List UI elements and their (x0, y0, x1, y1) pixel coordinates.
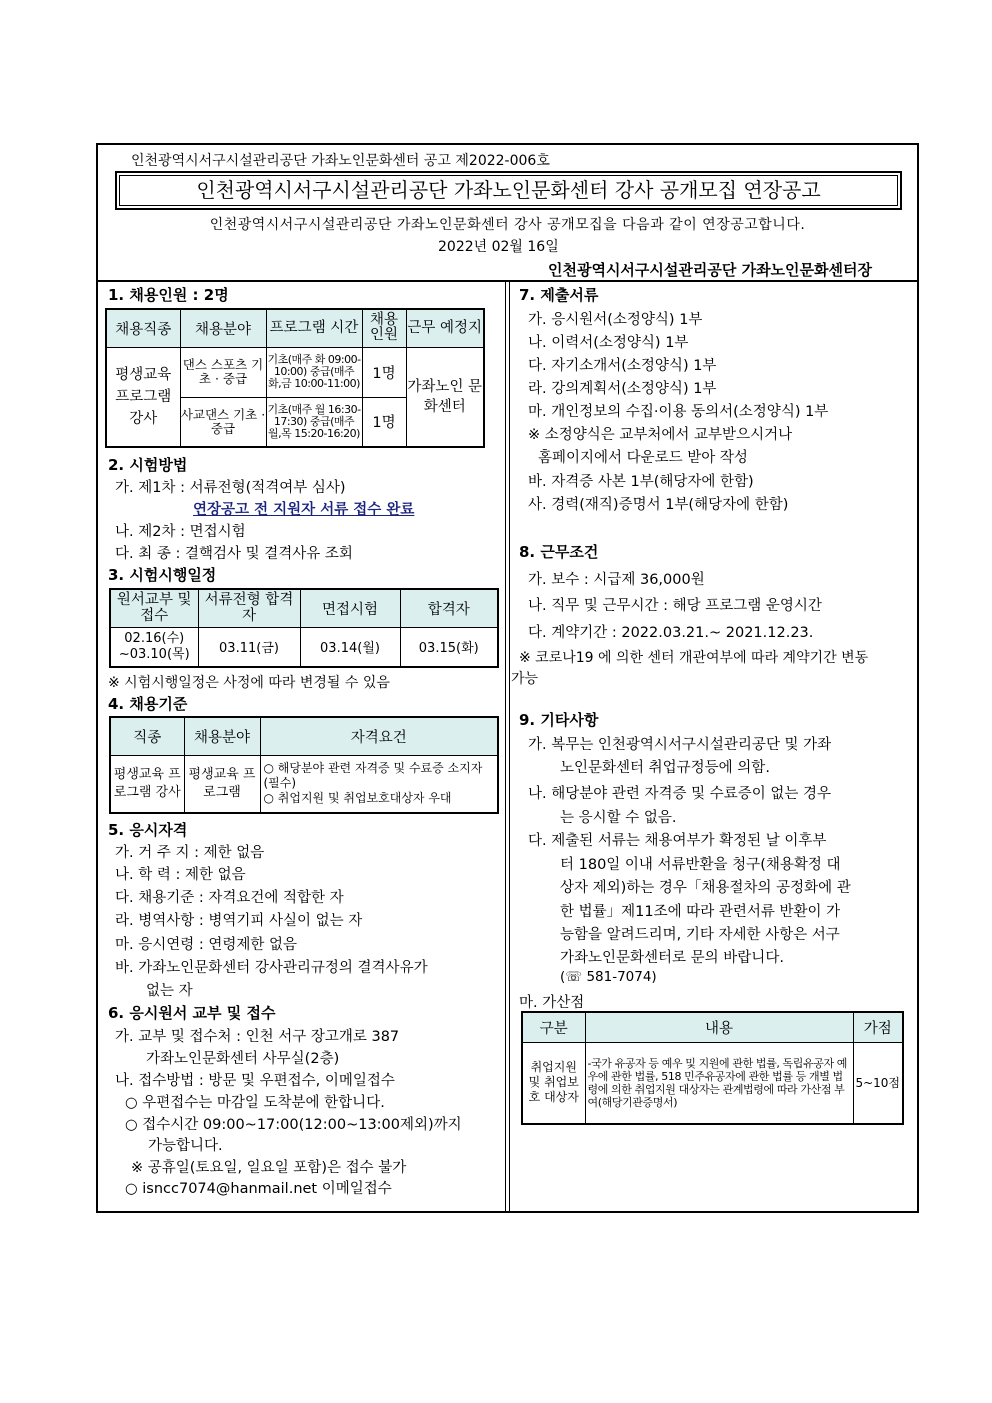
document-item: 바. 자격증 사본 1부(해당자에 한함) (528, 474, 754, 490)
misc-item: 노인문화센터 취업규정등에 의함. (560, 760, 770, 776)
submission-item: ※ 공휴일(토요일, 일요일 포함)은 접수 불가 (131, 1160, 407, 1176)
exam-step-2: 나. 제2차 : 면접시험 (115, 524, 246, 540)
phone-number: (☏ 581-7074) (560, 969, 657, 985)
th-application: 원서교부 및 접수 (110, 589, 198, 627)
document-note: 홈페이지에서 다운로드 받아 작성 (538, 450, 748, 466)
misc-item: 나. 해당분야 관련 자격증 및 수료증이 없는 경우 (528, 786, 832, 802)
eligibility-item: 다. 채용기준 : 자격요건에 적합한 자 (115, 890, 344, 906)
submission-item: ○ 우편접수는 마감일 도착분에 한합니다. (125, 1095, 385, 1111)
th-doc-pass: 서류전형 합격자 (198, 589, 300, 627)
eligibility-item: 라. 병역사항 : 병역기피 사실이 없는 자 (115, 913, 363, 929)
document-item: 다. 자기소개서(소정양식) 1부 (528, 358, 717, 374)
document-item: 가. 응시원서(소정양식) 1부 (528, 312, 703, 328)
document-item: 사. 경력(재직)증명서 1부(해당자에 한함) (528, 497, 789, 513)
document-item: 라. 강의계획서(소정양식) 1부 (528, 381, 717, 397)
schedule-final: 03.15(화) (400, 627, 498, 667)
email-submission: ○ isncc7074@hanmail.net 이메일접수 (125, 1181, 392, 1197)
th-final: 합격자 (400, 589, 498, 627)
th-time: 프로그램 시간 (266, 309, 362, 347)
page-title: 인천광역시서구시설관리공단 가좌노인문화센터 강사 공개모집 연장공고 (115, 171, 902, 210)
count-cell: 1명 (362, 397, 406, 447)
th-points: 가점 (853, 1012, 903, 1042)
schedule-application: 02.16(수) ~03.10(목) (110, 627, 198, 667)
th-count: 채용 인원 (362, 309, 406, 347)
section-5-heading: 5. 응시자격 (108, 821, 188, 839)
recruit-table (105, 308, 485, 448)
th-category: 구분 (522, 1012, 585, 1042)
section-7-heading: 7. 제출서류 (519, 286, 599, 304)
misc-item: 한 법률」제11조에 따라 관련서류 반환이 가 (560, 904, 841, 920)
job-cell: 평생교육 프로그램 강사 (106, 347, 180, 447)
misc-item: 가좌노인문화센터로 문의 바랍니다. (560, 950, 784, 966)
bonus-points: 5~10점 (853, 1042, 903, 1124)
th-interview: 면접시험 (300, 589, 400, 627)
schedule-table (109, 588, 499, 668)
requirement-1: ○ 해당분야 관련 자격증 및 수료증 소지자 (필수) (263, 761, 483, 791)
eligibility-item: 마. 응시연령 : 연령제한 없음 (115, 937, 298, 953)
th-field: 채용분야 (180, 309, 266, 347)
submission-item: ○ 접수시간 09:00~17:00(12:00~13:00제외)까지 (125, 1117, 462, 1133)
submission-item: 나. 접수방법 : 방문 및 우편접수, 이메일접수 (115, 1073, 395, 1089)
misc-item: 상자 제외)하는 경우「채용절차의 공정화에 관 (560, 880, 851, 896)
place-cell: 가좌노인 문화센터 (406, 347, 484, 447)
eligibility-item: 나. 학 력 : 제한 없음 (115, 867, 246, 883)
section-6-heading: 6. 응시원서 교부 및 접수 (108, 1004, 276, 1022)
submission-item: 가능합니다. (148, 1138, 223, 1154)
schedule-note: ※ 시험시행일정은 사정에 따라 변경될 수 있음 (108, 675, 390, 691)
column-divider (505, 280, 510, 1211)
condition-item: 다. 계약기간 : 2022.03.21.~ 2021.12.23. (528, 625, 814, 641)
eligibility-item: 없는 자 (146, 983, 193, 999)
bonus-heading: 마. 가산점 (519, 995, 585, 1011)
th-content: 내용 (585, 1012, 853, 1042)
misc-item: 가. 복무는 인천광역시서구시설관리공단 및 가좌 (528, 737, 832, 753)
time-cell: 기초(매주 월 16:30-17:30) 중급(매주 월,목 15:20-16:20) (266, 397, 362, 447)
document-item: 나. 이력서(소정양식) 1부 (528, 335, 689, 351)
section-4-heading: 4. 채용기준 (108, 695, 188, 713)
notice-date: 2022년 02월 16일 (438, 239, 559, 255)
count-cell: 1명 (362, 347, 406, 397)
requirement-2: ○ 취업지원 및 취업보호대상자 우대 (263, 791, 452, 806)
schedule-interview: 03.14(월) (300, 627, 400, 667)
section-8-heading: 8. 근무조건 (519, 543, 599, 561)
misc-item: 능함을 알려드리며, 기타 자세한 사항은 서구 (560, 927, 840, 943)
condition-item: 나. 직무 및 근무시간 : 해당 프로그램 운영시간 (528, 598, 822, 614)
signature: 인천광역시서구시설관리공단 가좌노인문화센터장 (547, 261, 872, 279)
eligibility-item: 바. 가좌노인문화센터 강사관리규정의 결격사유가 (115, 960, 428, 976)
field-cell: 댄스 스포츠 기초 · 중급 (180, 347, 266, 397)
submission-item: 가. 교부 및 접수처 : 인천 서구 장고개로 387 (115, 1029, 400, 1045)
covid-note-cont: 가능 (511, 671, 539, 687)
covid-note: ※ 코로나19 에 의한 센터 개관여부에 따라 계약기간 변동 (519, 650, 869, 666)
criteria-field: 평생교육 프로그램 (184, 755, 260, 813)
bonus-content: -국가 유공자 등 예우 및 지원에 관한 법률, 독립유공자 예우에 관한 법률, 518 민주유공자에 관한 법률 등 개별 법령에 의한 취업지원 대상자는 관계법령에 따라 가산점 부여(해당기관증명서) (585, 1042, 853, 1124)
highlight-notice: 연장공고 전 지원자 서류 접수 완료 (193, 502, 415, 518)
field-cell: 사교댄스 기초 · 중급 (180, 397, 266, 447)
notice-number: 인천광역시서구시설관리공단 가좌노인문화센터 공고 제2022-006호 (131, 153, 550, 169)
section-9-heading: 9. 기타사항 (519, 711, 599, 729)
th-job: 채용직종 (106, 309, 180, 347)
section-3-heading: 3. 시험시행일정 (108, 566, 217, 584)
notice-frame (96, 143, 919, 1213)
criteria-job: 평생교육 프로그램 강사 (110, 755, 184, 813)
bonus-category: 취업지원 및 취업보호 대상자 (522, 1042, 585, 1124)
bonus-table (521, 1011, 904, 1125)
section-1-heading: 1. 채용인원 : 2명 (108, 286, 229, 304)
exam-step-3: 다. 최 종 : 결핵검사 및 결격사유 조회 (115, 546, 353, 562)
eligibility-item: 가. 거 주 지 : 제한 없음 (115, 845, 265, 861)
misc-item: 는 응시할 수 없음. (560, 810, 677, 826)
schedule-doc-pass: 03.11(금) (198, 627, 300, 667)
time-cell: 기초(매주 화 09:00-10:00) 중급(매주 화,금 10:00-11:00) (266, 347, 362, 397)
exam-step-1: 가. 제1차 : 서류전형(적격여부 심사) (115, 480, 346, 496)
condition-item: 가. 보수 : 시급제 36,000원 (528, 572, 705, 588)
th-requirements: 자격요건 (260, 717, 498, 755)
intro-text: 인천광역시서구시설관리공단 가좌노인문화센터 강사 공개모집을 다음과 같이 연장공고합니다. (209, 217, 806, 233)
document-note: ※ 소정양식은 교부처에서 교부받으시거나 (528, 427, 793, 443)
submission-item: 가좌노인문화센터 사무실(2층) (146, 1051, 340, 1067)
misc-item: 다. 제출된 서류는 채용여부가 확정된 날 이후부 (528, 833, 827, 849)
th-field: 채용분야 (184, 717, 260, 755)
section-2-heading: 2. 시험방법 (108, 456, 188, 474)
document-item: 마. 개인정보의 수집·이용 동의서(소정양식) 1부 (528, 404, 829, 420)
th-job: 직종 (110, 717, 184, 755)
criteria-table (109, 716, 499, 814)
misc-item: 터 180일 이내 서류반환을 청구(채용확정 대 (560, 857, 841, 873)
th-place: 근무 예정지 (406, 309, 484, 347)
